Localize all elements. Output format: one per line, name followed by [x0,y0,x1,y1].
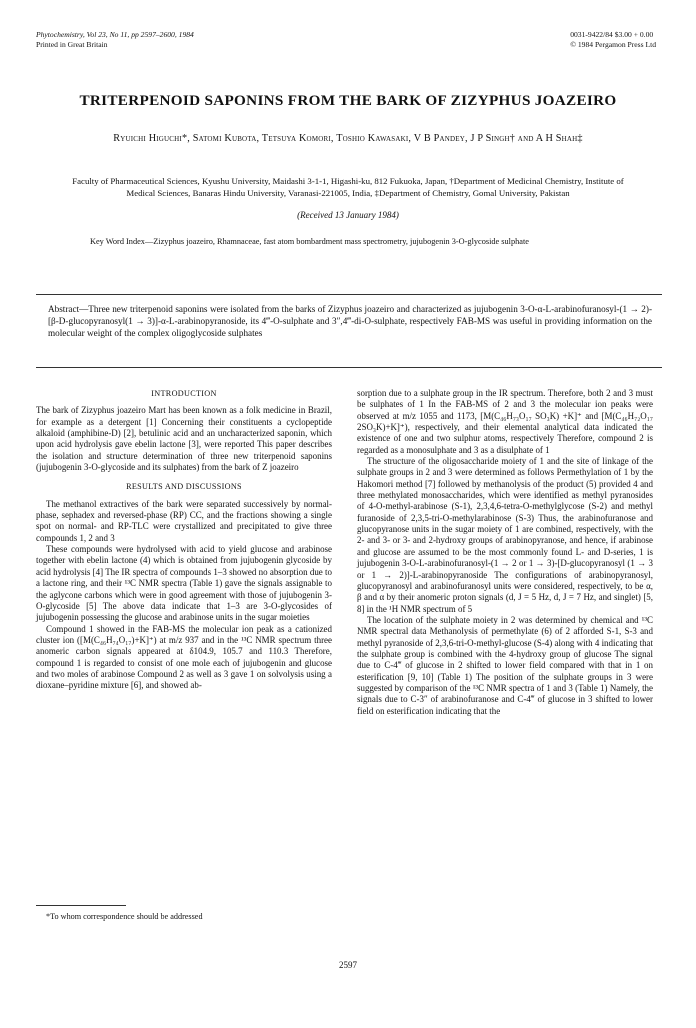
page-number: 2597 [339,960,357,970]
article-title: TRITERPENOID SAPONINS FROM THE BARK OF ZIZYPHUS JOAZEIRO [79,92,617,109]
section-heading-results: RESULTS AND DISCUSSIONS [126,482,242,492]
right-paragraph-3: The location of the sulphate moiety in 2 was determined by chemical and ¹³C NMR spectral data Methanolysis of permethylate (6) of 2 afforded S-1, S-3 and methyl pyranoside of 2,3,6-tri-O-methyl-glucose (S-4) along with 4 indicating that the sulphate group is combined with the 4-hydroxy group of glucose The signal due to C-4‴ of glucose in 2 shifted to lower field compared with that in 1 on esterification [9, 10] (Table 1) The position of the sulphate groups in 3 were suggested by comparison of the ¹³C NMR spectra of 1 and 3 (Table 1) Namely, the signals due to C-3″ of arabinofuranose and C-4‴ of glucose in 3 shifted to lower field on esterification indicating that the [357,614,653,716]
abstract-top-rule [36,294,662,295]
results-paragraph-1: The methanol extractives of the bark were separated successively by normal-phase, sephadex and reversed-phase (RP) CC, and the fractions showing a single spot on normal- and RP-TLC were crystallized and precipitated to give three compounds 1, 2 and 3 [36,498,332,543]
right-column [357,388,653,717]
left-column [36,388,332,692]
copyright-notice: © 1984 Pergamon Press Ltd [570,40,656,49]
received-date: (Received 13 January 1984) [297,210,399,220]
section-heading-introduction: INTRODUCTION [151,389,217,398]
abstract-bottom-rule [36,367,662,368]
results-paragraph-2: These compounds were hydrolysed with acid to yield glucose and arabinose together with ebelin lactone (4) which is obtained from jujubogenin glycoside by acid hydrolysis [4] The IR spectra of compounds 1–3 showed no absorption due to a lactone ring, and their ¹³C NMR spectra (Table 1) gave the signals assignable to the aglycone carbons which were in good agreement with those of jujubogenin 3-O-glycoside [5] The above data indicate that 1–3 are 3-O-glycosides of jujubogenin possessing the glucose and arabinose units in the sugar moieties [36,544,332,623]
author-list: Ryuichi Higuchi*, Satomi Kubota, Tetsuya Komori, Toshio Kawasaki, V B Pandey, J P Singh† and A H Shah‡ [113,133,583,144]
footnote-rule [36,905,126,906]
printed-location: Printed in Great Britain [36,40,108,49]
publisher-header [570,30,656,50]
abstract: Abstract—Three new triterpenoid saponins were isolated from the barks of Zizyphus joazeiro and characterized as jujubogenin 3-O-α-L-arabinofuranosyl-(1 → 2)-[β-D-glucopyranosyl(1 → 3)]-α-L-arabinopyranoside, its 4‴-O-sulphate and 3″,4‴-di-O-sulphate, respectively FAB-MS was useful in providing information on the molecular weight of the complex oligoglycoside sulphates [48,304,652,338]
correspondence-footnote: *To whom correspondence should be addressed [46,912,203,921]
article-code: 0031-9422/84 $3.00 + 0.00 [570,30,654,39]
journal-header [36,30,194,50]
intro-paragraph: The bark of Zizyphus joazeiro Mart has been known as a folk medicine in Brazil, for example as a detergent [1] Concerning their constituents a cyclopeptide alkaloid (amphibine-D) [2], betulinic acid and an uncharacterized saponin, which upon acid hydrolysis gave ebelin lactone [3], were reported This paper describes the isolation and structure determination of three new triterpenoid saponins (jujubogenin 3-O-glycoside and its sulphates) from the bark of Z joazeiro [36,405,332,473]
keyword-index: Key Word Index—Zizyphus joazeiro, Rhamnaceae, fast atom bombardment mass spectrometry, jujubogenin 3-O-glycoside sulphate [90,237,529,246]
right-paragraph-2: The structure of the oligosaccharide moiety of 1 and the site of linkage of the sulphate groups in 2 and 3 were determined as follows Permethylation of 1 by the Hakomori method [7] followed by methanolysis of the product (5) provided 4 and three methylated monosaccharides, which were identified as methyl pyranosides of 4-O-methyl-arabinose (S-1), 2,3,4,6-tetra-O-methylglycose (S-2) and methyl furanoside of 2,3,5-tri-O-methylarabinose (S-3) Thus, the arabinofuranose and glucopyranose units in the sugar moiety of 1 are combined, respectively, with the 2- and 3- or 3- and 2-hydroxy groups of arabinopyranose, and hence, if arabinose and glucose are assumed to be the most commonly found L- and D-series, 1 is jujubogenin 3-O-L-arabinofuranosyl-(1 → 2 or 1 → 3)-[D-glucopyranosyl (1 → 3 or 1 → 2)]-L-arabinopyranoside The configurations of arabinopyranosyl, glucopyranosyl and arabinofuranosyl units were considered, respectively, to be α, β and α by their anomeric proton signals (d, J = 5 Hz, d, J = 7 Hz, and singlet) [5, 8] in the ¹H NMR spectrum of 5 [357,456,653,614]
affiliations: Faculty of Pharmaceutical Sciences, Kyushu University, Maidashi 3-1-1, Higashi-ku, 812 Fukuoka, Japan, †Department of Medicinal Chemistry, Institute of Medical Sciences, Banaras Hindu University, Varanasi-221005, India, ‡Department of Chemistry, Gomal University, Pakistan [72,176,624,198]
journal-citation: Phytochemistry, Vol 23, No 11, pp 2597–2600, 1984 [36,30,194,39]
right-paragraph-1: sorption due to a sulphate group in the IR spectrum. Therefore, both 2 and 3 must be sulphates of 1 In the FAB-MS of 2 and 3 the molecular ion peaks were observed at m/z 1055 and 1173, [M(C₄₆H₇₃O₁₇ SO₃K) +K]⁺ and [M(C₄₆H₇₂O₁₇ 2SO₃K)+K]⁺), respectively, and their elemental analytical data indicated the existence of one and two sulphur atoms, respectively Therefore, compound 2 is regarded as a monosulphate and 3 as a disulphate of 1 [357,388,653,455]
results-paragraph-3: Compound 1 showed in the FAB-MS the molecular ion peak as a cationized cluster ion ([M(C₄₆H₇₄O₁₇)+K]⁺) at m/z 937 and in the ¹³C NMR spectrum three anomeric carbon signals appeared at δ104.9, 105.7 and 110.3 Therefore, compound 1 is regarded to consist of one mole each of jujubogenin and glucose and two moles of arabinose Compound 2 as well as 3 gave 1 on solvolysis using a dioxane–pyridine mixture [6], and showed ab- [36,623,332,691]
